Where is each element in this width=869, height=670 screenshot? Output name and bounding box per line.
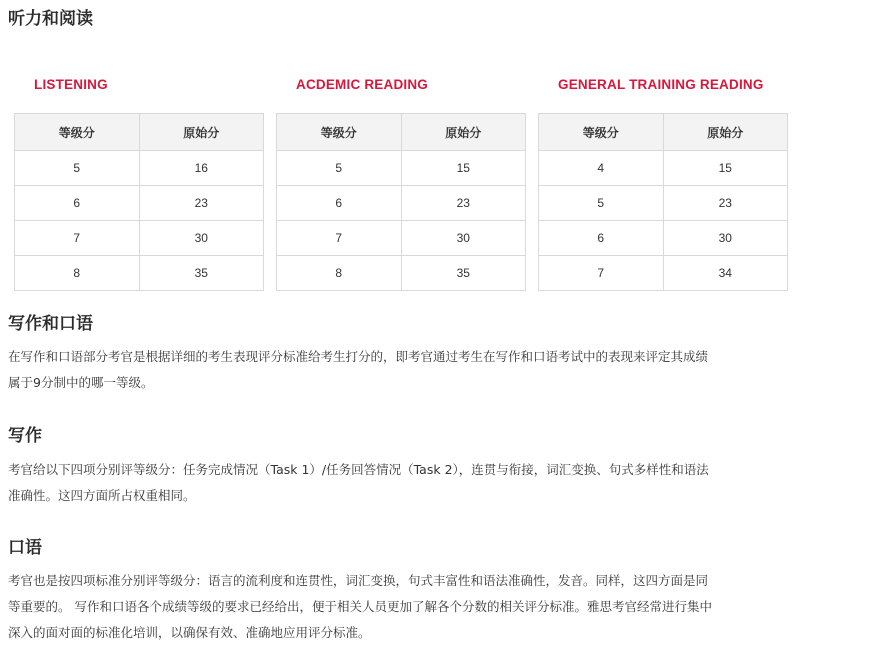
table-row (277, 151, 526, 186)
table-row (539, 151, 788, 186)
raw-score-cell: 23 (663, 186, 788, 221)
raw-score-cell: 30 (663, 221, 788, 256)
table-row (15, 256, 264, 291)
section-heading-speaking: 口语 (8, 538, 42, 558)
table-header-row (539, 114, 788, 151)
academic-reading-label: ACDEMIC READING (296, 77, 429, 92)
band-score-cell: 8 (15, 256, 140, 291)
table-row (539, 256, 788, 291)
band-score-cell: 4 (539, 151, 664, 186)
paragraph-line: 考官也是按四项标准分别评等级分：语言的流利度和连贯性，词汇变换，句式丰富性和语法准确性，发音。同样，这四方面是同 (8, 573, 709, 588)
writing-paragraph (8, 457, 808, 509)
table-row (539, 186, 788, 221)
paragraph-line: 深入的面对面的标准化培训，以确保有效、准确地应用评分标准。 (8, 625, 371, 640)
raw-score-header: 原始分 (663, 114, 788, 151)
raw-score-cell: 34 (663, 256, 788, 291)
writing-speaking-paragraph (8, 344, 808, 396)
raw-score-cell: 30 (139, 221, 264, 256)
general-training-reading-label: GENERAL TRAINING READING (558, 77, 764, 92)
band-score-cell: 7 (539, 256, 664, 291)
table-row (15, 221, 264, 256)
table-header-row (277, 114, 526, 151)
band-score-cell: 5 (277, 151, 402, 186)
raw-score-header: 原始分 (139, 114, 264, 151)
general-training-reading-score-table (538, 113, 788, 291)
band-score-cell: 6 (539, 221, 664, 256)
band-score-cell: 7 (277, 221, 402, 256)
speaking-paragraph (8, 568, 808, 646)
raw-score-header: 原始分 (401, 114, 526, 151)
academic-reading-score-table (276, 113, 526, 291)
paragraph-line: 考官给以下四项分别评等级分：任务完成情况（Task 1）/任务回答情况（Task 2），连贯与衔接，词汇变换、句式多样性和语法 (8, 462, 709, 477)
raw-score-cell: 15 (401, 151, 526, 186)
section-heading-writing: 写作 (8, 426, 42, 446)
paragraph-line: 等重要的。 写作和口语各个成绩等级的要求已经给出，便于相关人员更加了解各个分数的相关评分标准。雅思考官经常进行集中 (8, 599, 712, 614)
raw-score-cell: 16 (139, 151, 264, 186)
band-score-cell: 6 (277, 186, 402, 221)
band-score-cell: 6 (15, 186, 140, 221)
band-score-cell: 5 (539, 186, 664, 221)
band-score-cell: 7 (15, 221, 140, 256)
band-score-header: 等级分 (15, 114, 140, 151)
section-heading-listening-reading: 听力和阅读 (8, 9, 93, 29)
raw-score-cell: 35 (401, 256, 526, 291)
table-row (277, 256, 526, 291)
band-score-cell: 8 (277, 256, 402, 291)
listening-label: LISTENING (34, 77, 108, 92)
table-header-row (15, 114, 264, 151)
table-row (539, 221, 788, 256)
table-row (15, 186, 264, 221)
paragraph-line: 准确性。这四方面所占权重相同。 (8, 488, 196, 503)
raw-score-cell: 30 (401, 221, 526, 256)
band-score-cell: 5 (15, 151, 140, 186)
table-row (277, 221, 526, 256)
section-heading-writing-speaking: 写作和口语 (8, 314, 93, 334)
raw-score-cell: 23 (139, 186, 264, 221)
raw-score-cell: 35 (139, 256, 264, 291)
paragraph-line: 属于9分制中的哪一等级。 (8, 375, 154, 390)
table-row (15, 151, 264, 186)
table-row (277, 186, 526, 221)
listening-score-table (14, 113, 264, 291)
raw-score-cell: 15 (663, 151, 788, 186)
band-score-header: 等级分 (539, 114, 664, 151)
paragraph-line: 在写作和口语部分考官是根据详细的考生表现评分标准给考生打分的，即考官通过考生在写作和口语考试中的表现来评定其成绩 (8, 349, 709, 364)
band-score-header: 等级分 (277, 114, 402, 151)
raw-score-cell: 23 (401, 186, 526, 221)
